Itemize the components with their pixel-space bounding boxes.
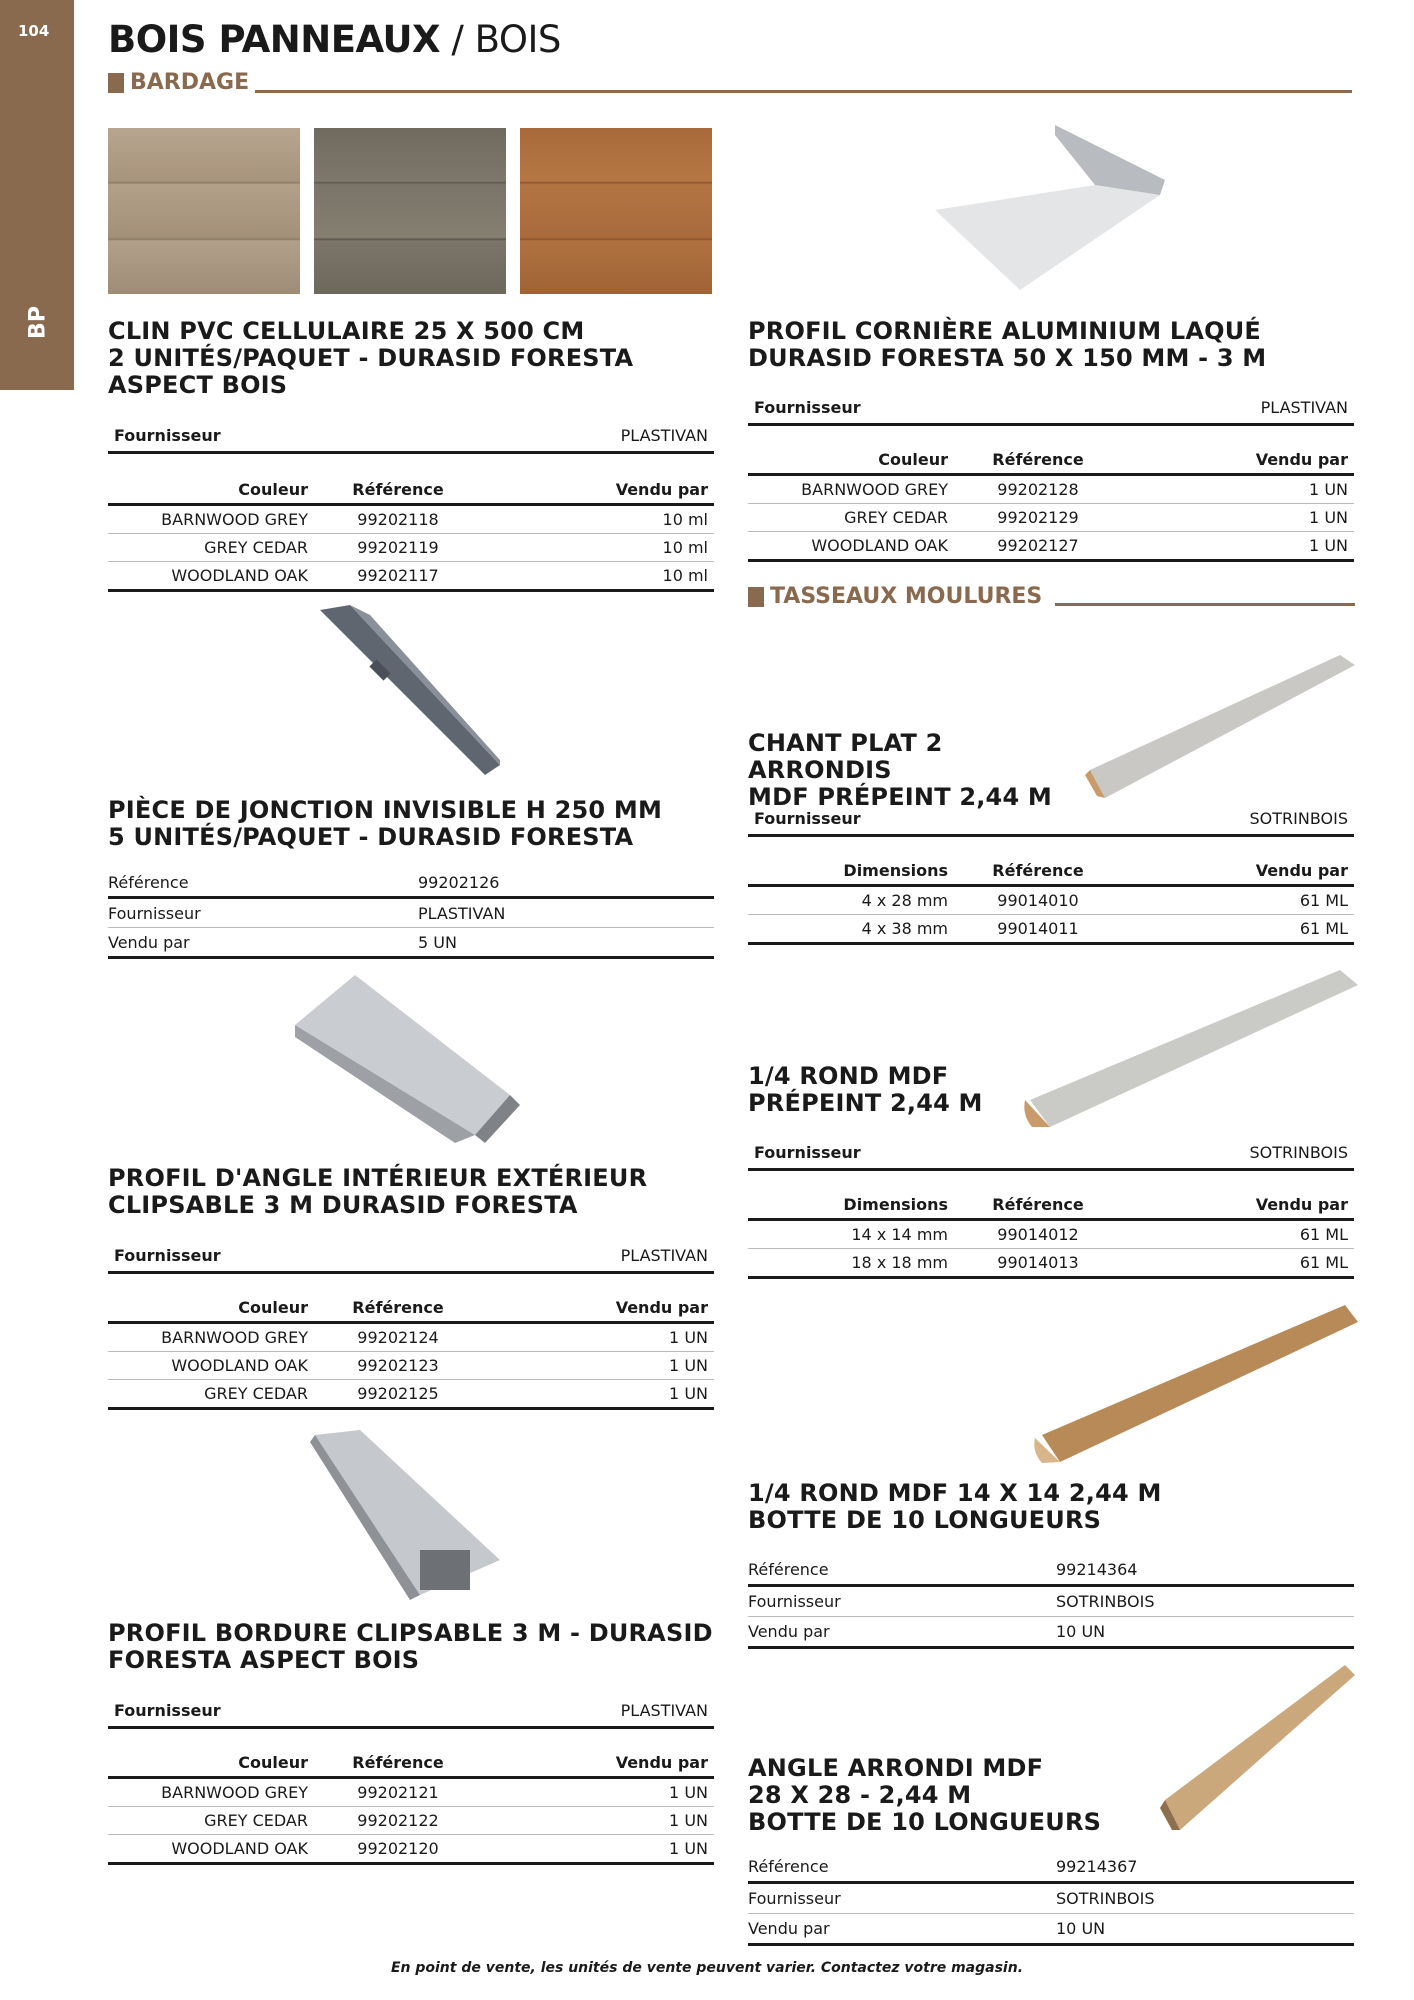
table-row xyxy=(108,506,714,534)
supplier-row xyxy=(108,1240,714,1274)
title-line: 2 UNITÉS/PAQUET - DURASID FORESTA xyxy=(108,344,634,372)
kv-label: Fournisseur xyxy=(108,903,201,923)
table-header xyxy=(108,1294,714,1324)
product-table-corniere xyxy=(748,392,1354,562)
kv-label: Vendu par xyxy=(108,932,190,952)
table-row xyxy=(108,1779,714,1807)
title-line: BOTTE DE 10 LONGUEURS xyxy=(748,1808,1102,1836)
profil-bordure-image xyxy=(310,1430,510,1600)
cell-couleur: GREY CEDAR xyxy=(844,508,948,527)
footer-note: En point de vente, les unités de vente peuvent varier. Contactez votre magasin. xyxy=(390,1960,1024,1976)
title-line: PROFIL BORDURE CLIPSABLE 3 M - DURASID xyxy=(108,1619,713,1647)
title-line: FORESTA ASPECT BOIS xyxy=(108,1646,420,1674)
supplier-value: PLASTIVAN xyxy=(620,1246,708,1265)
swatch-barnwood-grey xyxy=(108,128,300,294)
quart-rond-prepeint-image xyxy=(1020,965,1358,1130)
cell-couleur: BARNWOOD GREY xyxy=(801,480,948,499)
supplier-label: Fournisseur xyxy=(754,1143,861,1162)
cell-reference: 99202118 xyxy=(357,510,439,529)
supplier-row xyxy=(748,803,1354,837)
col-vendu: Vendu par xyxy=(615,1753,708,1772)
kv-value: 10 UN xyxy=(1056,1919,1106,1938)
chant-plat-image xyxy=(1085,650,1355,800)
col-couleur: Couleur xyxy=(878,450,948,469)
table-row xyxy=(108,1324,714,1352)
supplier-row xyxy=(108,420,714,454)
kv-row xyxy=(748,1587,1354,1617)
cell-dimensions: 4 x 28 mm xyxy=(861,891,948,910)
title-line: PROFIL CORNIÈRE ALUMINIUM LAQUÉ xyxy=(748,317,1261,345)
product-table-clin-pvc xyxy=(108,420,714,592)
section-marker xyxy=(748,587,764,607)
product-title-quart-rond-brut xyxy=(748,1480,1368,1534)
cell-vendu: 61 ML xyxy=(1299,1253,1348,1272)
kv-row xyxy=(108,899,714,928)
title-line: PIÈCE DE JONCTION INVISIBLE H 250 MM xyxy=(108,796,663,824)
title-line: ASPECT BOIS xyxy=(108,371,288,399)
table-row xyxy=(748,1249,1354,1279)
cell-vendu: 10 ml xyxy=(662,510,708,529)
cell-couleur: WOODLAND OAK xyxy=(171,566,308,585)
section-heading-label: TASSEAUX MOULURES xyxy=(770,584,1043,609)
title-line: DURASID FORESTA 50 X 150 MM - 3 M xyxy=(748,344,1267,372)
section-heading-bardage xyxy=(108,70,249,95)
supplier-label: Fournisseur xyxy=(114,426,221,445)
cell-vendu: 1 UN xyxy=(669,1328,708,1347)
table-row xyxy=(108,1807,714,1835)
supplier-value: SOTRINBOIS xyxy=(1249,809,1348,828)
supplier-label: Fournisseur xyxy=(754,809,861,828)
kv-value: SOTRINBOIS xyxy=(1056,1592,1155,1611)
kv-label: Référence xyxy=(748,1857,829,1876)
cell-vendu: 1 UN xyxy=(669,1384,708,1403)
title-line: 5 UNITÉS/PAQUET - DURASID FORESTA xyxy=(108,823,634,851)
col-couleur: Couleur xyxy=(238,1753,308,1772)
table-header xyxy=(748,446,1354,476)
title-line: 1/4 ROND MDF 14 X 14 2,44 M xyxy=(748,1479,1162,1507)
kv-label: Fournisseur xyxy=(748,1889,841,1908)
kv-row xyxy=(748,1914,1354,1946)
table-header xyxy=(108,476,714,506)
supplier-value: PLASTIVAN xyxy=(1260,398,1348,417)
product-title-profil-angle xyxy=(108,1165,728,1219)
quart-rond-brut-image xyxy=(1030,1300,1358,1465)
kv-row xyxy=(748,1617,1354,1649)
section-tab: BP xyxy=(25,306,51,339)
cell-couleur: BARNWOOD GREY xyxy=(161,1783,308,1802)
kv-label: Fournisseur xyxy=(748,1592,841,1611)
col-reference: Référence xyxy=(992,1195,1084,1214)
col-reference: Référence xyxy=(992,861,1084,880)
product-title-jonction xyxy=(108,797,728,851)
cell-couleur: WOODLAND OAK xyxy=(811,536,948,555)
kv-value: 5 UN xyxy=(418,932,457,952)
cell-couleur: GREY CEDAR xyxy=(204,1811,308,1830)
cell-reference: 99202122 xyxy=(357,1811,439,1830)
title-line: PROFIL D'ANGLE INTÉRIEUR EXTÉRIEUR xyxy=(108,1164,648,1192)
section-rule xyxy=(255,90,1352,93)
product-kv-quart-rond-brut xyxy=(748,1555,1354,1649)
kv-value: SOTRINBOIS xyxy=(1056,1889,1155,1908)
col-reference: Référence xyxy=(992,450,1084,469)
cell-couleur: WOODLAND OAK xyxy=(171,1839,308,1858)
product-title-angle-arrondi xyxy=(748,1755,1168,1836)
cell-vendu: 1 UN xyxy=(1309,480,1348,499)
page-title-sep: / xyxy=(440,18,475,61)
kv-row xyxy=(108,868,714,899)
section-heading-label: BARDAGE xyxy=(130,70,250,95)
page-title-sub: BOIS xyxy=(474,18,561,61)
cell-reference: 99202129 xyxy=(997,508,1079,527)
product-kv-jonction xyxy=(108,868,714,959)
kv-label: Référence xyxy=(108,872,189,892)
table-header xyxy=(748,857,1354,887)
angle-arrondi-image xyxy=(1160,1660,1355,1835)
kv-value: 99214364 xyxy=(1056,1560,1138,1579)
kv-row xyxy=(748,1555,1354,1587)
product-title-chant-plat xyxy=(748,730,1088,811)
page-title-main: BOIS PANNEAUX xyxy=(108,18,441,61)
cell-reference: 99014010 xyxy=(997,891,1079,910)
title-line: 1/4 ROND MDF xyxy=(748,1062,949,1090)
col-reference: Référence xyxy=(352,1298,444,1317)
kv-label: Référence xyxy=(748,1560,829,1579)
jonction-piece-image xyxy=(310,605,510,780)
table-row xyxy=(108,1835,714,1865)
cell-reference: 99014013 xyxy=(997,1253,1079,1272)
table-row xyxy=(748,476,1354,504)
product-title-clin-pvc xyxy=(108,318,728,399)
title-line: 28 X 28 - 2,44 M xyxy=(748,1781,972,1809)
col-reference: Référence xyxy=(352,1753,444,1772)
cell-vendu: 1 UN xyxy=(669,1811,708,1830)
table-header xyxy=(748,1191,1354,1221)
cell-vendu: 10 ml xyxy=(662,538,708,557)
supplier-row xyxy=(748,392,1354,426)
cell-vendu: 1 UN xyxy=(669,1783,708,1802)
supplier-label: Fournisseur xyxy=(114,1246,221,1265)
kv-value: PLASTIVAN xyxy=(418,903,506,923)
col-reference: Référence xyxy=(352,480,444,499)
kv-value: 99202126 xyxy=(418,872,500,892)
cell-vendu: 61 ML xyxy=(1299,1225,1348,1244)
col-vendu: Vendu par xyxy=(1255,450,1348,469)
cell-reference: 99202127 xyxy=(997,536,1079,555)
table-row xyxy=(108,1352,714,1380)
supplier-label: Fournisseur xyxy=(114,1701,221,1720)
col-couleur: Couleur xyxy=(238,1298,308,1317)
col-couleur: Couleur xyxy=(238,480,308,499)
cell-reference: 99202123 xyxy=(357,1356,439,1375)
table-row xyxy=(748,532,1354,562)
kv-row xyxy=(748,1884,1354,1914)
title-line: CHANT PLAT 2 ARRONDIS xyxy=(748,729,943,784)
col-vendu: Vendu par xyxy=(1255,1195,1348,1214)
kv-row xyxy=(748,1852,1354,1884)
product-title-quart-rond-prepeint xyxy=(748,1063,1048,1117)
cell-vendu: 1 UN xyxy=(1309,508,1348,527)
profil-angle-image xyxy=(295,975,525,1145)
title-line: PRÉPEINT 2,44 M xyxy=(748,1089,983,1117)
cell-vendu: 61 ML xyxy=(1299,891,1348,910)
table-row xyxy=(108,1380,714,1410)
table-row xyxy=(748,1221,1354,1249)
cell-reference: 99202117 xyxy=(357,566,439,585)
cell-dimensions: 14 x 14 mm xyxy=(851,1225,948,1244)
cell-vendu: 1 UN xyxy=(669,1839,708,1858)
supplier-label: Fournisseur xyxy=(754,398,861,417)
kv-row xyxy=(108,928,714,959)
product-table-profil-bordure xyxy=(108,1695,714,1865)
title-line: ANGLE ARRONDI MDF xyxy=(748,1754,1044,1782)
cell-couleur: GREY CEDAR xyxy=(204,1384,308,1403)
kv-value: 10 UN xyxy=(1056,1622,1106,1641)
supplier-value: PLASTIVAN xyxy=(620,1701,708,1720)
cell-vendu: 1 UN xyxy=(669,1356,708,1375)
supplier-row xyxy=(108,1695,714,1729)
table-header xyxy=(108,1749,714,1779)
swatch-woodland-oak xyxy=(520,128,712,294)
product-table-chant-plat xyxy=(748,803,1354,945)
kv-label: Vendu par xyxy=(748,1919,830,1938)
cell-reference: 99202125 xyxy=(357,1384,439,1403)
cell-reference: 99014012 xyxy=(997,1225,1079,1244)
title-line: BOTTE DE 10 LONGUEURS xyxy=(748,1506,1102,1534)
cell-vendu: 10 ml xyxy=(662,566,708,585)
cell-vendu: 1 UN xyxy=(1309,536,1348,555)
section-marker xyxy=(108,73,124,93)
cell-couleur: BARNWOOD GREY xyxy=(161,1328,308,1347)
supplier-value: PLASTIVAN xyxy=(620,426,708,445)
cell-couleur: GREY CEDAR xyxy=(204,538,308,557)
title-line: CLIPSABLE 3 M DURASID FORESTA xyxy=(108,1191,578,1219)
col-vendu: Vendu par xyxy=(615,480,708,499)
section-rule xyxy=(1055,603,1355,606)
product-table-profil-angle xyxy=(108,1240,714,1410)
cell-reference: 99202124 xyxy=(357,1328,439,1347)
cell-dimensions: 18 x 18 mm xyxy=(851,1253,948,1272)
product-kv-angle-arrondi xyxy=(748,1852,1354,1946)
cell-reference: 99202128 xyxy=(997,480,1079,499)
page-number: 104 xyxy=(18,22,50,40)
col-dimensions: Dimensions xyxy=(843,861,948,880)
product-title-profil-bordure xyxy=(108,1620,748,1674)
page-title xyxy=(108,18,561,61)
kv-value: 99214367 xyxy=(1056,1857,1138,1876)
title-line: MDF PRÉPEINT 2,44 M xyxy=(748,783,1052,811)
cell-couleur: WOODLAND OAK xyxy=(171,1356,308,1375)
cell-dimensions: 4 x 38 mm xyxy=(861,919,948,938)
title-line: CLIN PVC CELLULAIRE 25 X 500 CM xyxy=(108,317,585,345)
table-row xyxy=(748,504,1354,532)
supplier-value: SOTRINBOIS xyxy=(1249,1143,1348,1162)
kv-label: Vendu par xyxy=(748,1622,830,1641)
cell-vendu: 61 ML xyxy=(1299,919,1348,938)
corniere-image xyxy=(935,125,1170,295)
table-row xyxy=(108,562,714,592)
col-vendu: Vendu par xyxy=(615,1298,708,1317)
section-heading-tasseaux xyxy=(748,584,1042,609)
supplier-row xyxy=(748,1137,1354,1171)
cell-reference: 99014011 xyxy=(997,919,1079,938)
table-row xyxy=(748,887,1354,915)
col-vendu: Vendu par xyxy=(1255,861,1348,880)
col-dimensions: Dimensions xyxy=(843,1195,948,1214)
cell-couleur: BARNWOOD GREY xyxy=(161,510,308,529)
cell-reference: 99202119 xyxy=(357,538,439,557)
table-row xyxy=(108,534,714,562)
table-row xyxy=(748,915,1354,945)
cell-reference: 99202120 xyxy=(357,1839,439,1858)
swatch-grey-cedar xyxy=(314,128,506,294)
cell-reference: 99202121 xyxy=(357,1783,439,1802)
product-title-corniere xyxy=(748,318,1368,372)
product-table-quart-rond-prepeint xyxy=(748,1137,1354,1279)
